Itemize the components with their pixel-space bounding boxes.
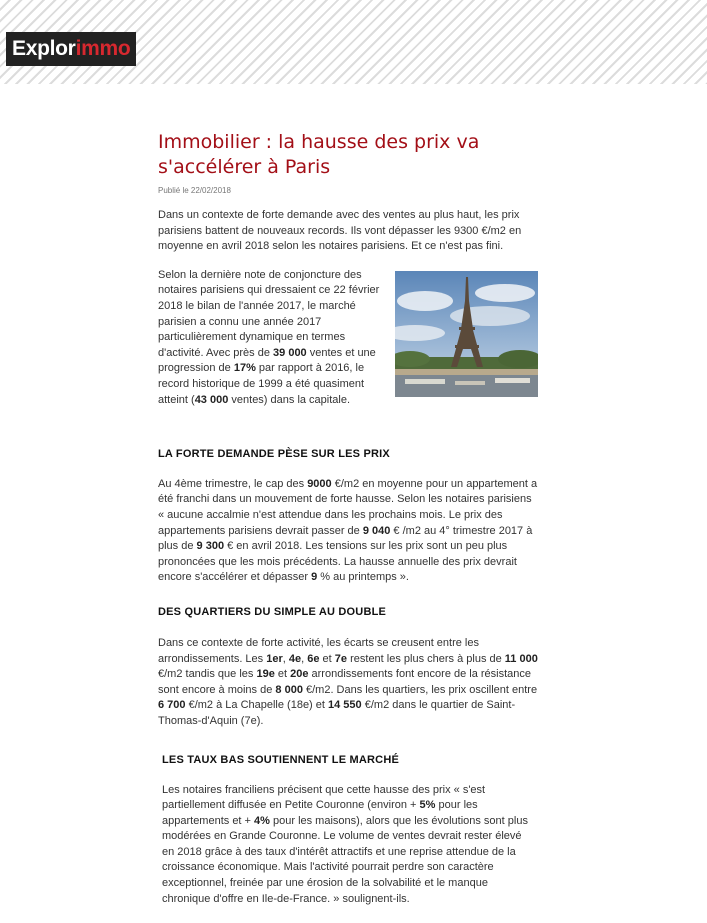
article-title: Immobilier : la hausse des prix va s'accélérer à Paris bbox=[158, 131, 480, 178]
logo-part1: Explor bbox=[12, 37, 76, 60]
paragraph-with-image bbox=[158, 268, 540, 428]
header-banner bbox=[0, 0, 707, 84]
publish-date: Publié le 22/02/2018 bbox=[158, 186, 231, 195]
heading-forte-demande: LA FORTE DEMANDE PÈSE SUR LES PRIX bbox=[158, 447, 390, 460]
eiffel-tower-photo bbox=[395, 271, 538, 397]
heading-quartiers: DES QUARTIERS DU SIMPLE AU DOUBLE bbox=[158, 605, 387, 618]
article bbox=[158, 130, 540, 907]
explorimmo-logo[interactable] bbox=[6, 32, 136, 66]
article-intro: Dans un contexte de forte demande avec des ventes au plus haut, les prix parisiens battent de nouveaux records. Ils vont dépasser les 9300 €/m2 en moyenne en avril 2018 selon les notaires parisiens. Et ce n'est pas fini. bbox=[158, 209, 522, 253]
article-paragraph-5: Les notaires franciliens précisent que cette hausse des prix « s'est partiellement diffusée en Petite Couronne (environ + 5% pour les appartements et + 4% pour les maisons), alors que les évolutions sont plus modérées en Grande Couronne. Le volume de ventes devrait rester élevé en 2018 grâce à des taux d'intérêt attractifs et une reprise attendue de la croissance économique. Mais l'activité pourrait perdre son caractère exceptionnel, freinée par une érosion de la solvabilité et le manque chronique d'offre en Ile-de-France. » soulignent-ils. bbox=[162, 783, 528, 905]
heading-taux-bas: LES TAUX BAS SOUTIENNENT LE MARCHÉ bbox=[162, 753, 399, 766]
article-paragraph-3: Au 4ème trimestre, le cap des 9000 €/m2 en moyenne pour un appartement a été franchi dans un mouvement de forte hausse. Selon les notaires parisiens « aucune accalmie n'est attendue dans les prochains mois. Le prix des appartements parisiens devrait passer de 9 040 € /m2 au 4° trimestre 2017 à plus de 9 300 € en avril 2018. Les tensions sur les prix sont un peu plus prononcées que les mois précédents. La hausse annuelle des prix devrait encore s'accélérer et dépasser 9 % au printemps ». bbox=[158, 477, 538, 584]
logo-part2: immo bbox=[75, 37, 131, 60]
article-paragraph-4: Dans ce contexte de forte activité, les écarts se creusent entre les arrondissements. Les 1er, 4e, 6e et 7e restent les plus chers à plus de 11 000 €/m2 tandis que les 19e et 20e arrondissements font encore de la résistance sont encore à moins de 8 000 €/m2. Dans les quartiers, les prix oscillent entre 6 700 €/m2 à La Chapelle (18e) et 14 550 €/m2 dans le quartier de Saint-Thomas-d'Aquin (7e). bbox=[158, 636, 538, 727]
article-paragraph-2: Selon la dernière note de conjoncture des notaires parisiens qui dressaient ce 22 février 2018 le bilan de l'année 2017, le marché parisien a connu une année 2017 particulièrement dynamique en termes d'activité. Avec près de 39 000 ventes et une progression de 17% par rapport à 2016, le record historique de 1999 a été quasiment atteint (43 000 ventes) dans la capitale. bbox=[158, 268, 380, 406]
